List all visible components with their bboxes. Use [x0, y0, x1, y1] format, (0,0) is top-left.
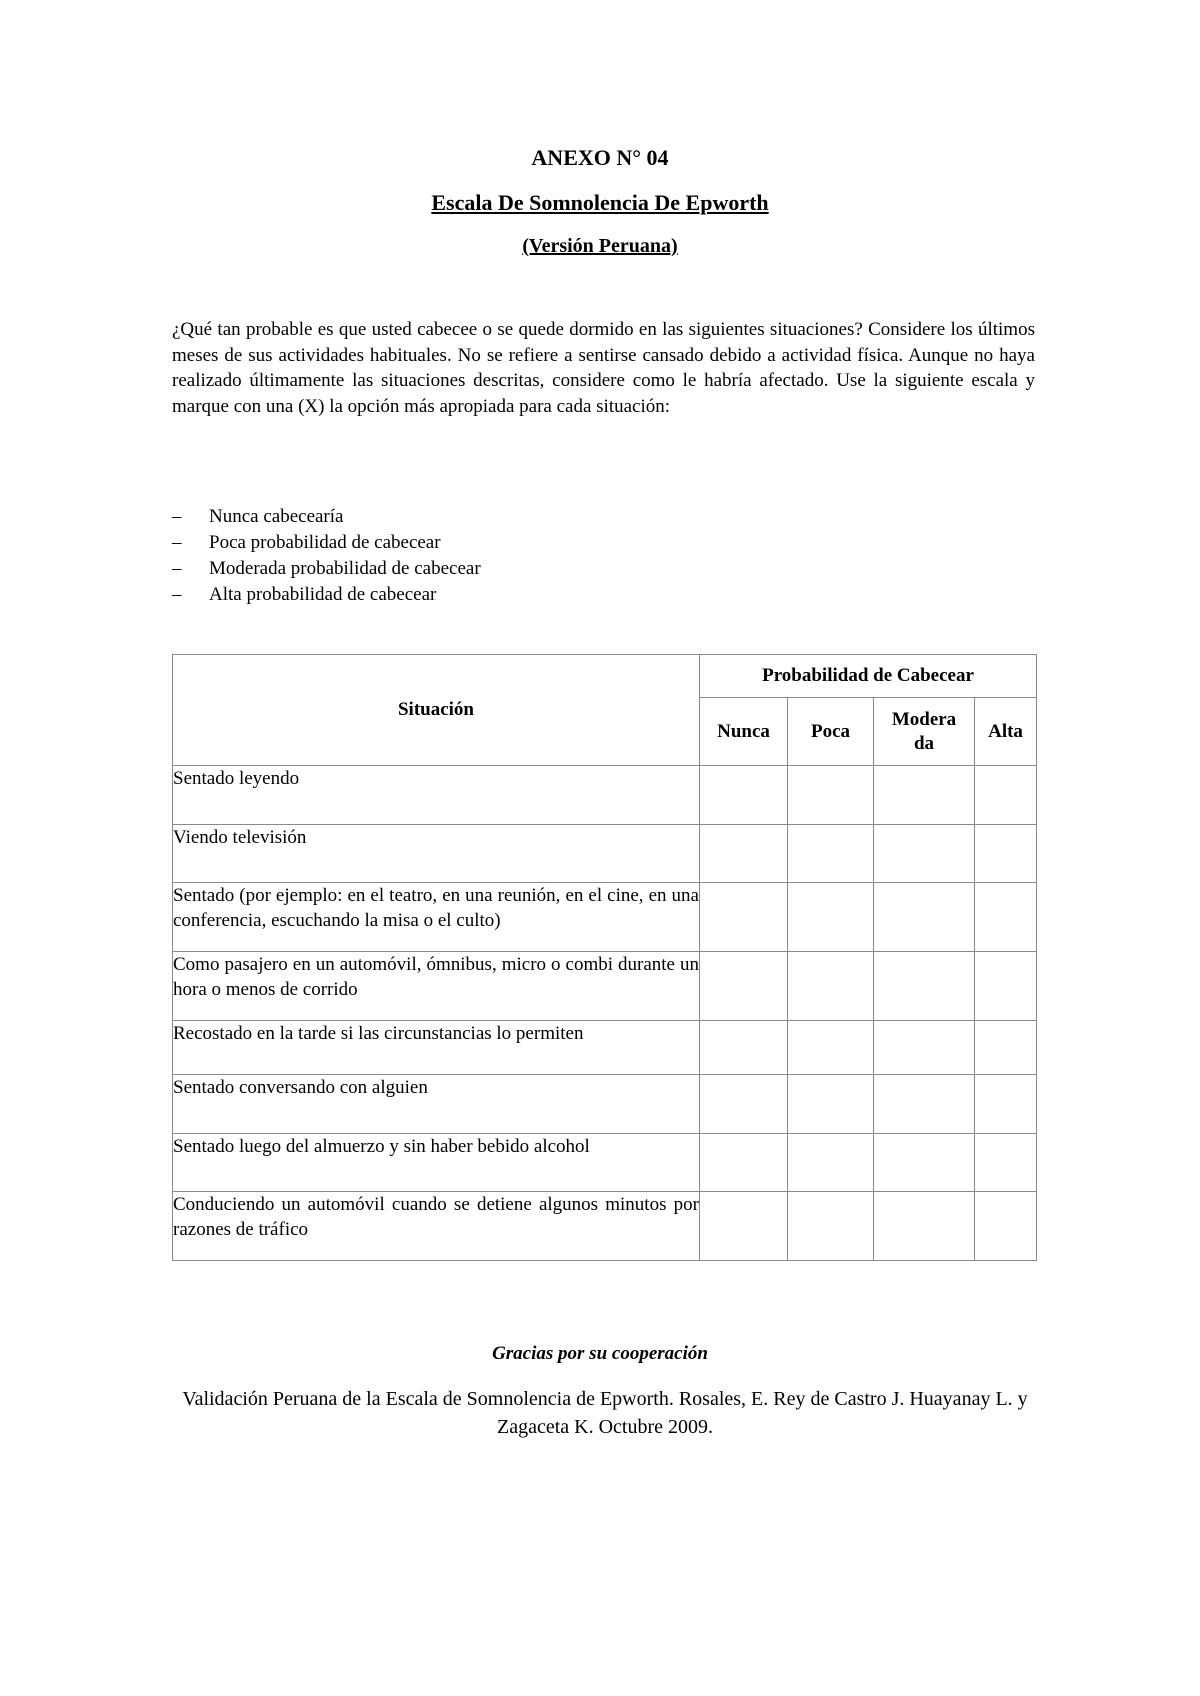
table-row — [173, 1021, 1037, 1075]
situation-cell: Sentado luego del almuerzo y sin haber bebido alcohol — [173, 1134, 700, 1192]
probability-header: Probabilidad de Cabecear — [700, 655, 1037, 698]
answer-cell-poca[interactable] — [788, 1134, 874, 1192]
answer-cell-alta[interactable] — [975, 1075, 1037, 1134]
answer-cell-moderada[interactable] — [874, 825, 975, 883]
answer-cell-poca[interactable] — [788, 883, 874, 952]
answer-cell-moderada[interactable] — [874, 952, 975, 1021]
situation-cell: Sentado (por ejemplo: en el teatro, en una reunión, en el cine, en una conferencia, escuchando la misa o el culto) — [173, 883, 700, 952]
citation: Validación Peruana de la Escala de Somnolencia de Epworth. Rosales, E. Rey de Castro J. Huayanay L. y Zagaceta K. Octubre 2009. — [182, 1388, 1028, 1438]
table-row — [173, 1134, 1037, 1192]
answer-cell-poca[interactable] — [788, 766, 874, 825]
column-header-moderada-line2: da — [913, 732, 935, 754]
table-row — [173, 952, 1037, 1021]
annex-number: ANEXO N° 04 — [531, 145, 669, 170]
column-header-poca: Poca — [788, 698, 874, 766]
situation-column-header: Situación — [173, 655, 700, 766]
answer-cell-nunca[interactable] — [700, 883, 788, 952]
situation-cell: Sentado conversando con alguien — [173, 1075, 700, 1134]
epworth-scale-table — [172, 654, 1037, 1261]
answer-cell-alta[interactable] — [975, 1134, 1037, 1192]
option-label: Alta probabilidad de cabecear — [209, 584, 437, 605]
option-label: Poca probabilidad de cabecear — [209, 532, 441, 553]
answer-cell-alta[interactable] — [975, 1021, 1037, 1075]
list-item — [172, 556, 481, 582]
version-subtitle: (Versión Peruana) — [522, 235, 678, 257]
answer-cell-poca[interactable] — [788, 1075, 874, 1134]
answer-cell-nunca[interactable] — [700, 1192, 788, 1261]
table-row — [173, 1192, 1037, 1261]
dash-bullet: – — [172, 506, 182, 527]
thanks-note: Gracias por su cooperación — [492, 1343, 708, 1364]
answer-cell-poca[interactable] — [788, 952, 874, 1021]
table-row — [173, 883, 1037, 952]
dash-bullet: – — [172, 584, 182, 605]
answer-cell-nunca[interactable] — [700, 766, 788, 825]
answer-cell-poca[interactable] — [788, 1021, 874, 1075]
answer-cell-alta[interactable] — [975, 766, 1037, 825]
list-item — [172, 504, 481, 530]
column-header-nunca: Nunca — [700, 698, 788, 766]
answer-cell-alta[interactable] — [975, 1192, 1037, 1261]
dash-bullet: – — [172, 558, 182, 579]
answer-cell-nunca[interactable] — [700, 1021, 788, 1075]
answer-cell-nunca[interactable] — [700, 1075, 788, 1134]
table-row — [173, 766, 1037, 825]
situation-cell: Recostado en la tarde si las circunstancias lo permiten — [173, 1021, 700, 1075]
answer-cell-moderada[interactable] — [874, 1021, 975, 1075]
column-header-alta: Alta — [975, 698, 1037, 766]
situation-cell: Viendo televisión — [173, 825, 700, 883]
answer-cell-moderada[interactable] — [874, 1134, 975, 1192]
list-item — [172, 530, 481, 556]
situation-cell: Conduciendo un automóvil cuando se detiene algunos minutos por razones de tráfico — [173, 1192, 700, 1261]
answer-cell-nunca[interactable] — [700, 1134, 788, 1192]
answer-cell-nunca[interactable] — [700, 825, 788, 883]
column-header-moderada — [874, 698, 975, 766]
table-row — [173, 1075, 1037, 1134]
situation-cell: Como pasajero en un automóvil, ómnibus, micro o combi durante un hora o menos de corrido — [173, 952, 700, 1021]
dash-bullet: – — [172, 532, 182, 553]
answer-cell-moderada[interactable] — [874, 766, 975, 825]
column-header-moderada-line1: Modera — [891, 708, 957, 730]
answer-cell-nunca[interactable] — [700, 952, 788, 1021]
scale-options-list — [172, 504, 481, 608]
answer-cell-poca[interactable] — [788, 825, 874, 883]
option-label: Nunca cabecearía — [209, 506, 344, 527]
option-label: Moderada probabilidad de cabecear — [209, 558, 481, 579]
situation-cell: Sentado leyendo — [173, 766, 700, 825]
list-item — [172, 582, 481, 608]
answer-cell-alta[interactable] — [975, 825, 1037, 883]
answer-cell-moderada[interactable] — [874, 883, 975, 952]
answer-cell-moderada[interactable] — [874, 1075, 975, 1134]
answer-cell-alta[interactable] — [975, 883, 1037, 952]
table-row — [173, 825, 1037, 883]
answer-cell-alta[interactable] — [975, 952, 1037, 1021]
instructions-paragraph: ¿Qué tan probable es que usted cabecee o se quede dormido en las siguientes situaciones? Considere los últimos meses de sus actividades habituales. No se refiere a sentirse cansado debido a actividad física. Aunque no haya realizado últimamente las situaciones descritas, considere como le habría afectado. Use la siguiente escala y marque con una (X) la opción más apropiada para cada situación: — [172, 319, 1035, 417]
answer-cell-poca[interactable] — [788, 1192, 874, 1261]
document-title: Escala De Somnolencia De Epworth — [431, 190, 769, 215]
answer-cell-moderada[interactable] — [874, 1192, 975, 1261]
